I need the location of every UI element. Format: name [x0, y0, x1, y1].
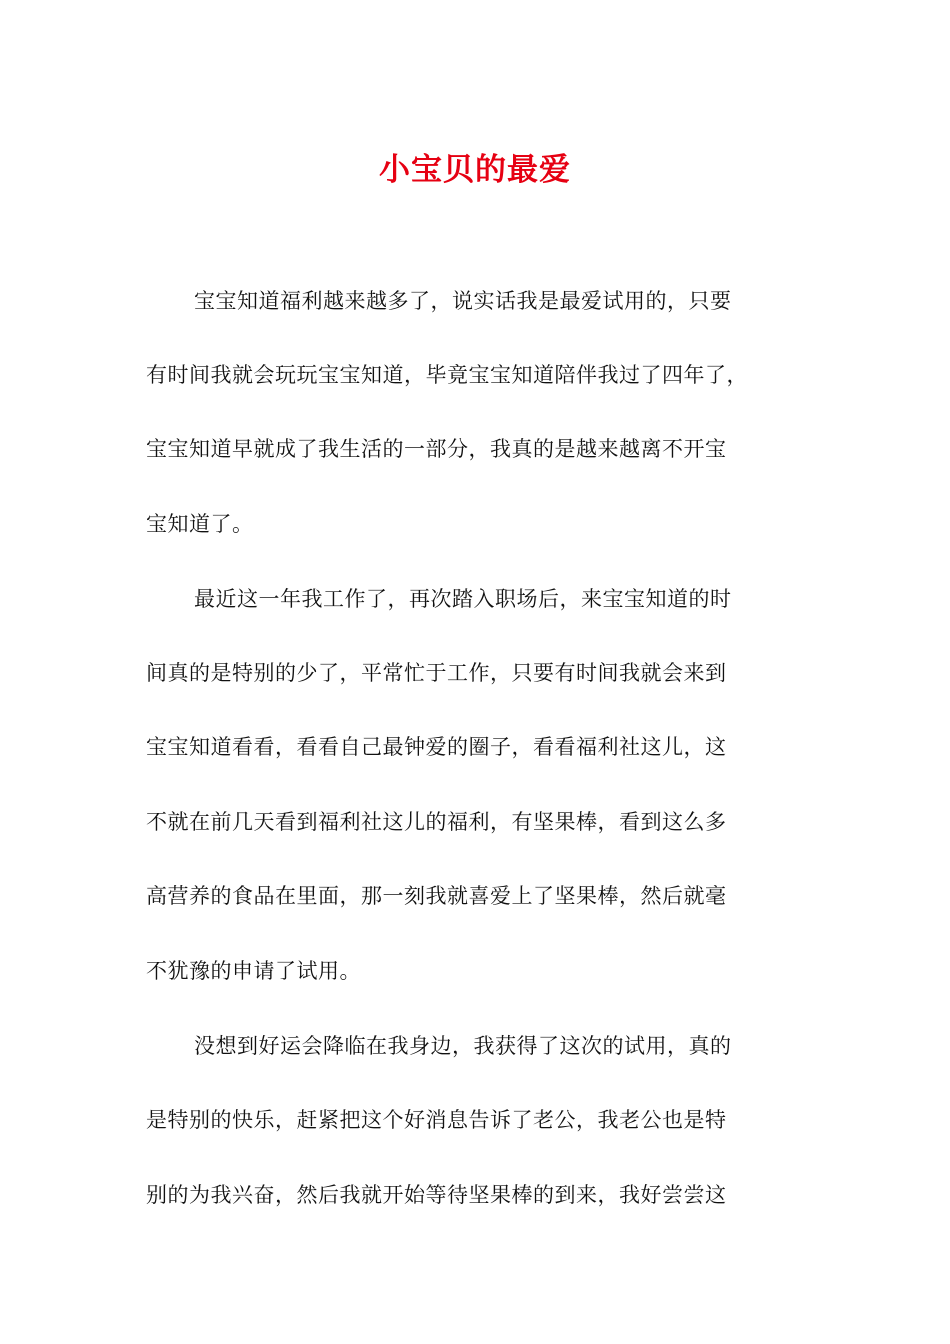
paragraph-1-line-2: 有时间我就会玩玩宝宝知道，毕竟宝宝知道陪伴我过了四年了，	[146, 363, 748, 387]
paragraph-2-line-1: 最近这一年我工作了，再次踏入职场后，来宝宝知道的时	[194, 587, 732, 611]
paragraph-2-line-3: 宝宝知道看看，看看自己最钟爱的圈子，看看福利社这儿，这	[146, 735, 727, 759]
paragraph-2-line-2: 间真的是特别的少了，平常忙于工作，只要有时间我就会来到	[146, 661, 727, 685]
paragraph-1-line-3: 宝宝知道早就成了我生活的一部分，我真的是越来越离不开宝	[146, 437, 727, 461]
page-title: 小宝贝的最爱	[379, 152, 571, 188]
paragraph-1-line-4: 宝知道了。	[146, 512, 254, 536]
paragraph-3-line-1: 没想到好运会降临在我身边，我获得了这次的试用，真的	[194, 1034, 732, 1058]
paragraph-2-line-4: 不就在前几天看到福利社这儿的福利，有坚果棒，看到这么多	[146, 810, 727, 834]
paragraph-2-line-6: 不犹豫的申请了试用。	[146, 959, 361, 983]
paragraph-3-line-3: 别的为我兴奋，然后我就开始等待坚果棒的到来，我好尝尝这	[146, 1183, 727, 1207]
paragraph-3-line-2: 是特别的快乐，赶紧把这个好消息告诉了老公，我老公也是特	[146, 1108, 727, 1132]
paragraph-2-line-5: 高营养的食品在里面，那一刻我就喜爱上了坚果棒，然后就毫	[146, 884, 727, 908]
paragraph-1-line-1: 宝宝知道福利越来越多了，说实话我是最爱试用的，只要	[194, 289, 732, 313]
